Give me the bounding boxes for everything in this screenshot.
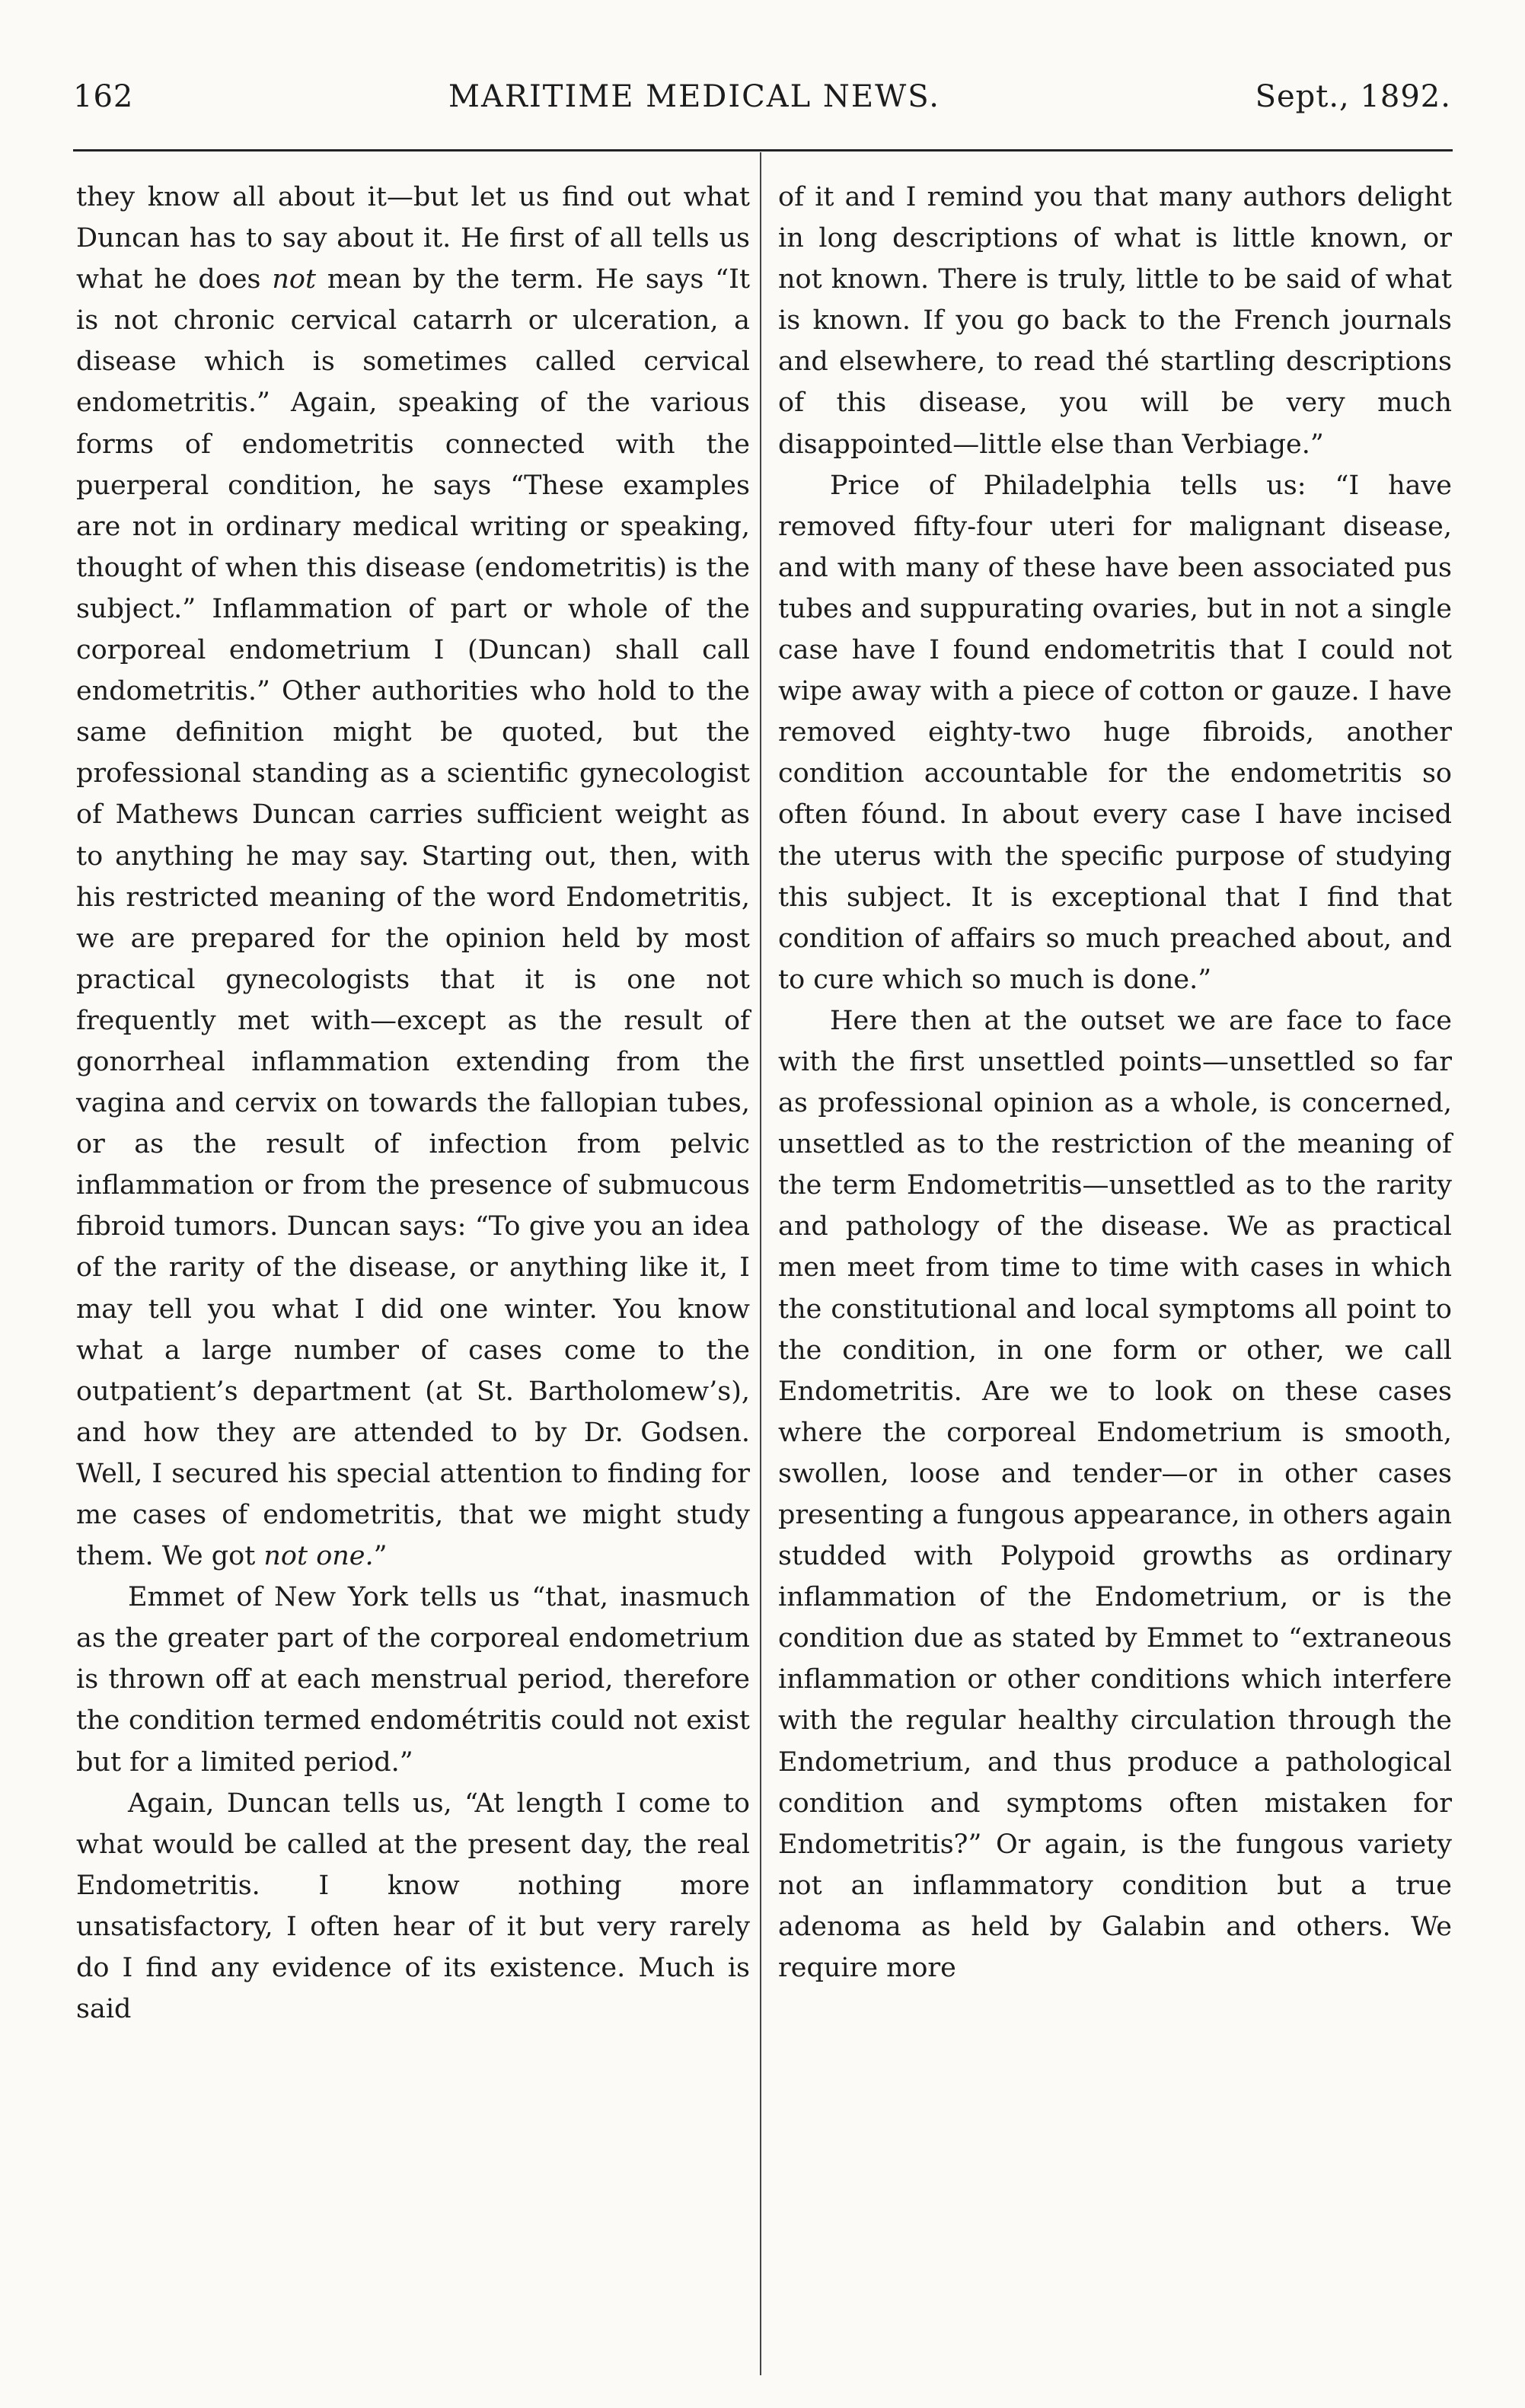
- left-paragraph-3: Again, Duncan tells us, “At length I come to what would be called at the present day, the real Endometritis. I know nothing more unsatisfactory, I often hear of it but very rarely do I find any evidence of its existence. Much is said: [76, 1788, 750, 2025]
- journal-title: MARITIME MEDICAL NEWS.: [448, 79, 940, 114]
- left-column: [76, 177, 750, 2030]
- column-divider: [760, 152, 761, 2375]
- header-rule: [73, 149, 1453, 151]
- page-header: [73, 79, 1451, 132]
- issue-date: Sept., 1892.: [1255, 79, 1451, 114]
- left-p1-emphasis-not-one: not one.: [263, 1541, 374, 1572]
- right-paragraph-1: of it and I remind you that many authors delight in long descriptions of what is little known, or not known. There is truly, little to be said of what is known. If you go back to the French journals and elsewhere, to read thé startling descriptions of this disease, you will be very much disappointed—little else than Verbiage.”: [778, 182, 1452, 460]
- left-p1-emphasis-not: not: [272, 264, 317, 295]
- page-number: 162: [73, 79, 134, 114]
- left-p1-text-a: they know all about it—but let us find out what Duncan has to say about it. He first of all tells us what he does: [76, 182, 750, 295]
- left-paragraph-1: [76, 177, 750, 1577]
- right-paragraph-2: Price of Philadelphia tells us: “I have removed fifty-four uteri for malignant disease, and with many of these have been associated pus tubes and suppurating ovaries, but in not a single case have I found endometritis that I could not wipe away with a piece of cotton or gauze. I have removed eighty-two huge fibroids, another condition accountable for the endometritis so often fóund. In about every case I have incised the uterus with the specific purpose of studying this subject. It is exceptional that I find that condition of affairs so much preached about, and to cure which so much is done.”: [778, 470, 1452, 995]
- left-p1-text-c: ”: [373, 1541, 388, 1572]
- left-paragraph-2: Emmet of New York tells us “that, inasmuch as the greater part of the corporeal endometrium is thrown off at each menstrual period, therefore the condition termed endométritis could not exist but for a limited period.”: [76, 1582, 750, 1778]
- right-paragraph-3: Here then at the outset we are face to face with the first unsettled points—unsettled so far as professional opinion as a whole, is concerned, unsettled as to the restriction of the meaning of the term Endometritis—unsettled as to the rarity and pathology of the disease. We as practical men meet from time to time with cases in which the constitutional and local symptoms all point to the condition, in one form or other, we call Endometritis. Are we to look on these cases where the corporeal Endometrium is smooth, swollen, loose and tender—or in other cases presenting a fungous appearance, in others again studded with Polypoid growths as ordinary inflammation of the Endometrium, or is the condition due as stated by Emmet to “extraneous inflammation or other conditions which interfere with the regular healthy circulation through the Endometrium, and thus produce a pathological condition and symptoms often mistaken for Endometritis?” Or again, is the fungous variety not an inflammatory condition but a true adenoma as held by Galabin and others. We require more: [778, 1005, 1452, 1984]
- left-p1-text-b: mean by the term. He says “It is not chronic cervical catarrh or ulceration, a disease which is sometimes called cervical endometritis.” Again, speaking of the various forms of endometritis connected with the puerperal condition, he says “These examples are not in ordinary medical writing or speaking, thought of when this disease (endometritis) is the subject.” Inflammation of part or whole of the corporeal endometrium I (Duncan) shall call endometritis.” Other authorities who hold to the same definition might be quoted, but the professional standing as a scientific gynecologist of Mathews Duncan carries sufficient weight as to anything he may say. Starting out, then, with his restricted meaning of the word Endometritis, we are prepared for the opinion held by most practical gynecologists that it is one not frequently met with—except as the result of gonorrheal inflammation extending from the vagina and cervix on towards the fallopian tubes, or as the result of infection from pelvic inflammation or from the presence of submucous fibroid tumors. Duncan says: “To give you an idea of the rarity of the disease, or anything like it, I may tell you what I did one winter. You know what a large number of cases come to the outpatient’s department (at St. Bartholomew’s), and how they are attended to by Dr. Godsen. Well, I secured his special attention to finding for me cases of endometritis, that we might study them. We got: [76, 264, 751, 1572]
- right-column: [778, 177, 1452, 1989]
